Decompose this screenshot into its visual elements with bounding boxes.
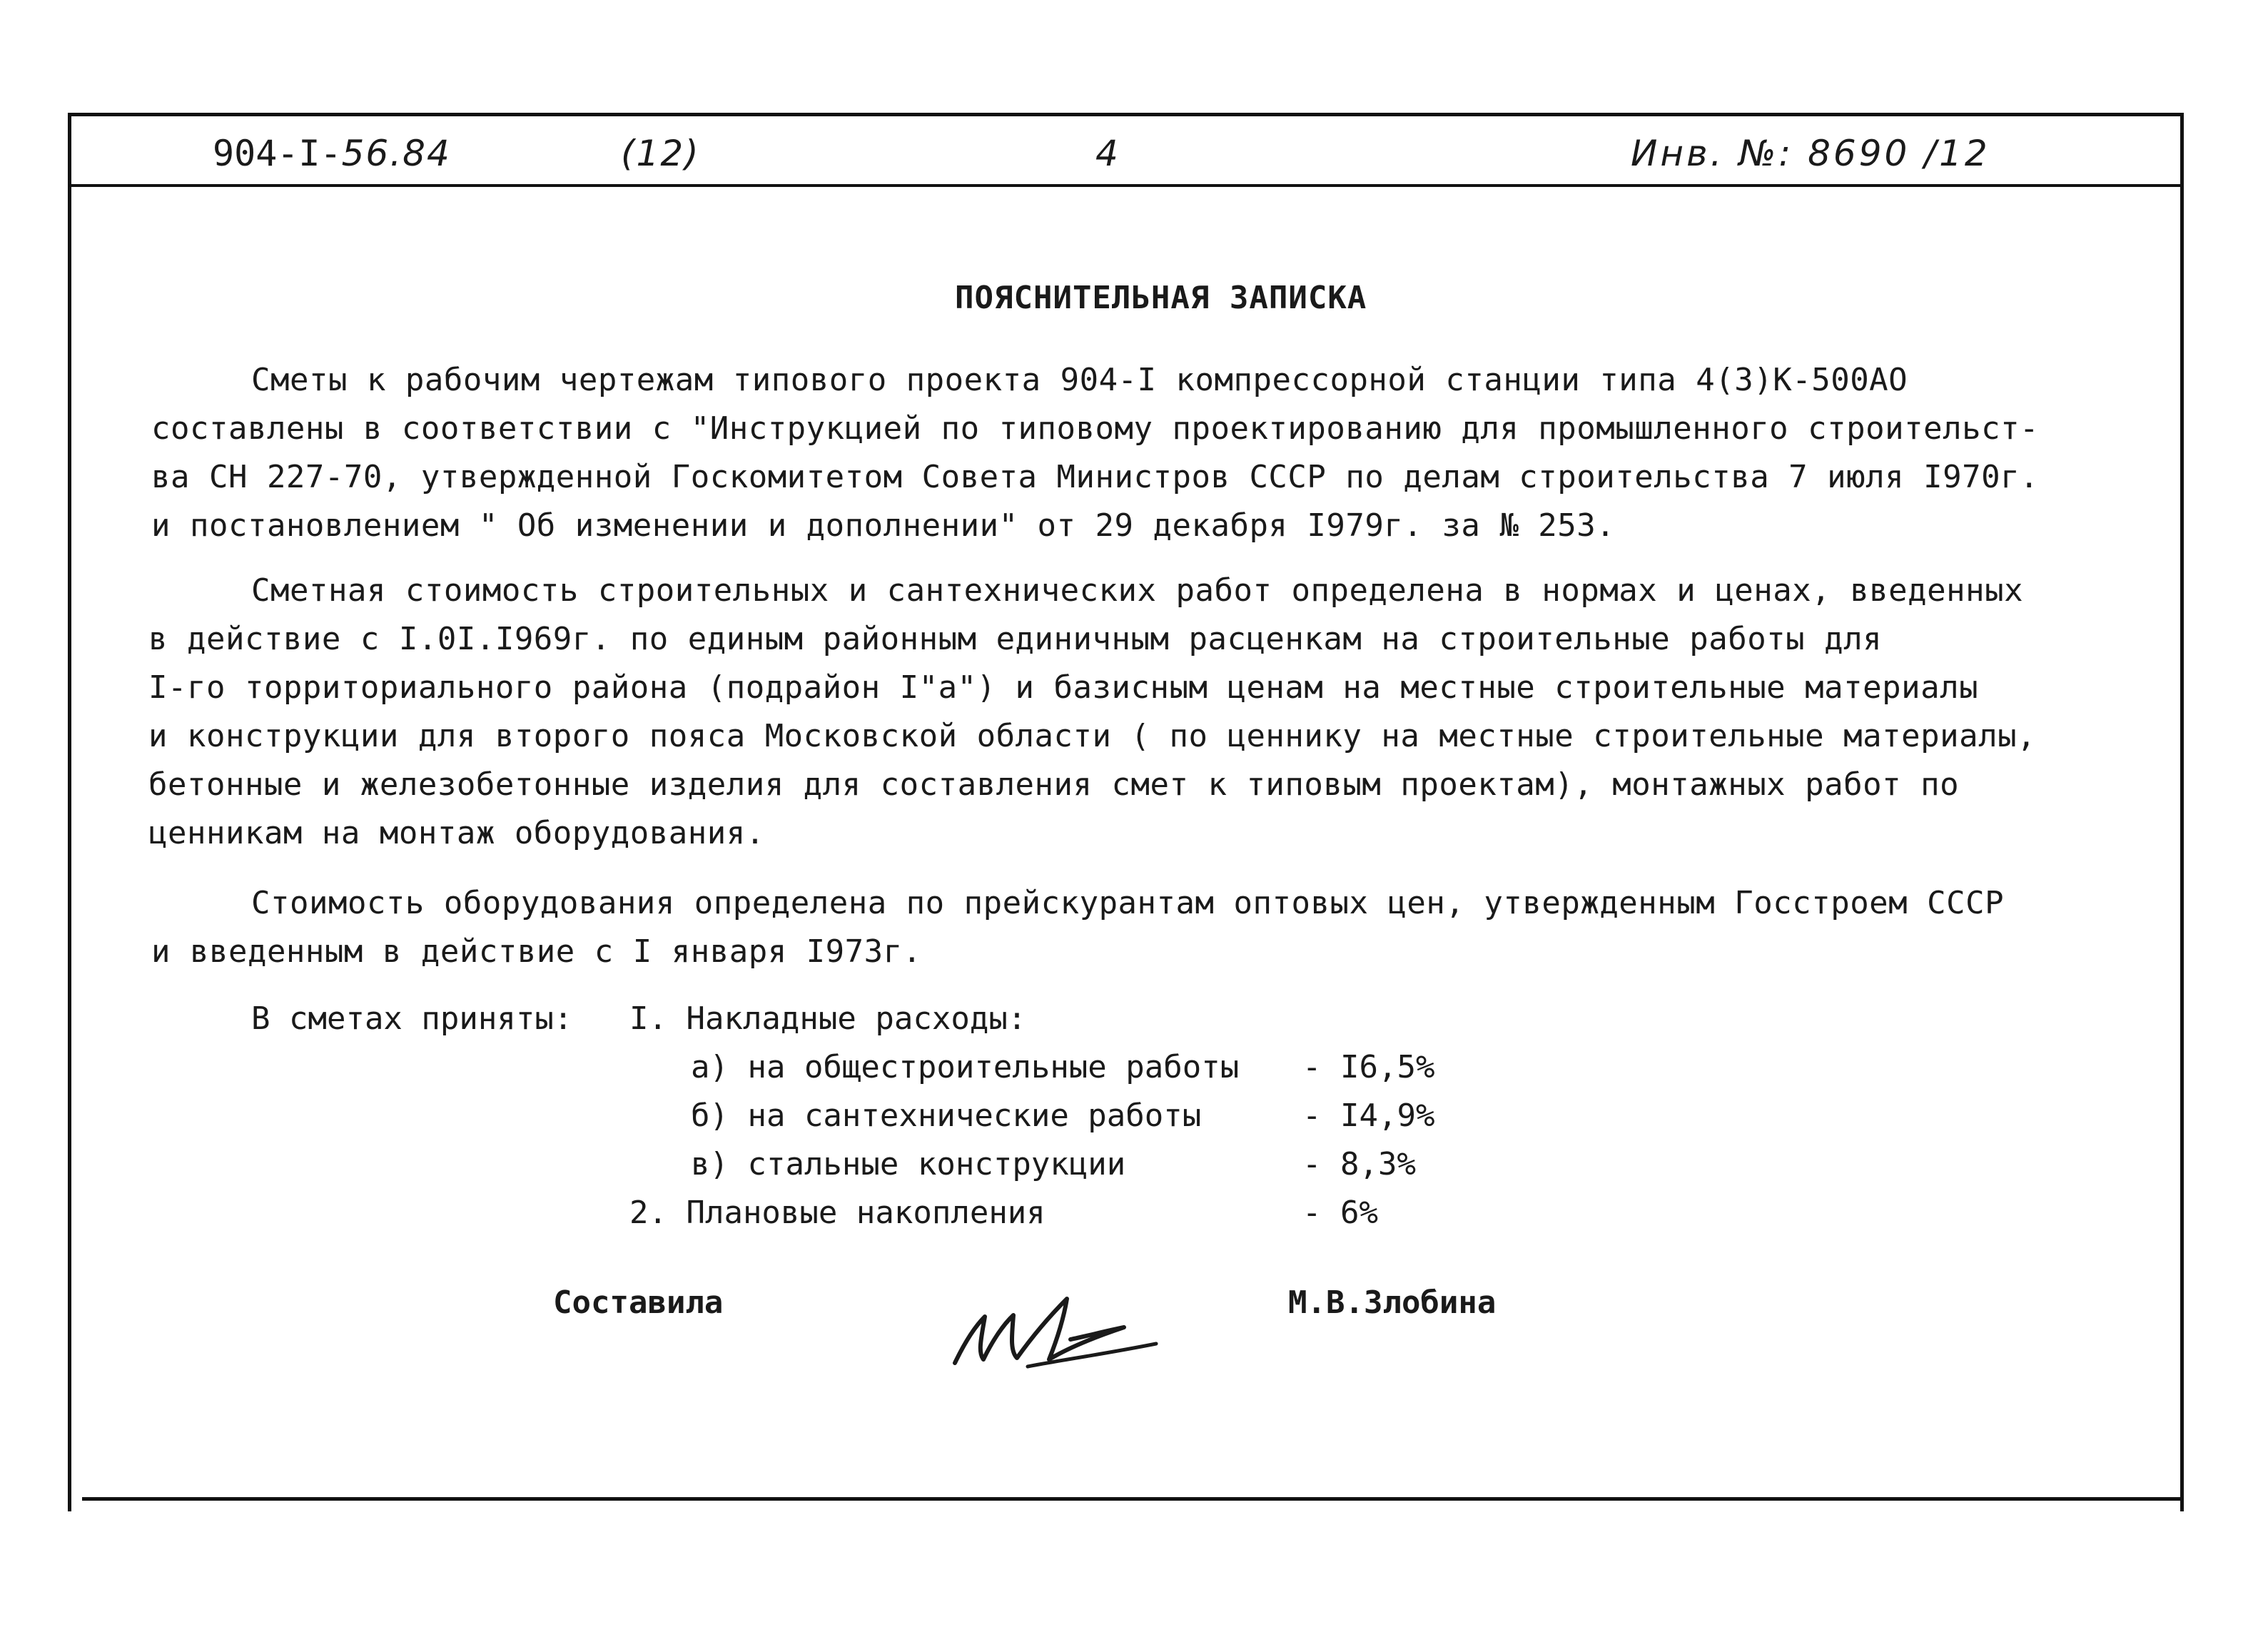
paragraph3-line1: Стоимость оборудования определена по прейскурантам оптовых цен, утвержденным Госстроем СССР: [251, 885, 2005, 921]
frame-top-border: [68, 113, 2184, 116]
paragraph1-line1: Сметы к рабочим чертежам типового проекта 904-I компрессорной станции типа 4(3)К-500АО: [251, 362, 1908, 398]
paragraph1-line4: и постановлением " Об изменении и дополнении" от 29 декабря I979г. за № 253.: [151, 507, 1616, 544]
frame-bottom-border: [82, 1497, 2184, 1501]
document-code-handwritten: 56.84: [341, 133, 451, 174]
frame-left-border: [68, 113, 71, 1511]
page-number: 4: [1095, 133, 1120, 174]
list-item2-value: - 6%: [1302, 1195, 1378, 1231]
composed-by-label: Составила: [553, 1284, 724, 1321]
inventory-number: Инв. №: 8690 /12: [1631, 133, 1990, 174]
list-sub-a: а) на общестроительные работы: [691, 1049, 1240, 1085]
page-title: ПОЯСНИТЕЛЬНАЯ ЗАПИСКА: [955, 280, 1367, 316]
frame-right-border: [2180, 113, 2184, 1511]
paragraph1-line2: составлены в соответствии с "Инструкцией по типовому проектированию для промышленного строительст-: [151, 410, 2040, 447]
header-divider: [71, 184, 2180, 187]
list-sub-b-value: - I4,9%: [1302, 1098, 1435, 1134]
paragraph2-line4: и конструкции для второго пояса Московской области ( по ценнику на местные строительные материалы,: [148, 718, 2037, 754]
paragraph2-line5: бетонные и железобетонные изделия для составления смет к типовым проектам), монтажных работ по: [148, 766, 1960, 803]
list-sub-b: б) на сантехнические работы: [691, 1098, 1202, 1134]
list-sub-c: в) стальные конструкции: [691, 1146, 1126, 1182]
paragraph2-line6: ценникам на монтаж оборудования.: [148, 815, 765, 851]
list-sub-c-value: - 8,3%: [1302, 1146, 1416, 1182]
sheet-code: (12): [621, 133, 700, 174]
signature-mark: [942, 1259, 1170, 1381]
paragraph3-line2: и введенным в действие с I января I973г.: [151, 933, 922, 970]
document-code-prefix: 904-I-: [213, 133, 342, 174]
paragraph2-line3: I-го торриториального района (подрайон I"а") и базисным ценам на местные строительные материалы: [148, 669, 1979, 706]
list-intro: В сметах приняты:: [251, 1000, 573, 1037]
list-sub-a-value: - I6,5%: [1302, 1049, 1435, 1085]
paragraph1-line3: ва СН 227-70, утвержденной Госкомитетом Совета Министров СССР по делам строительства 7 июля I970г.: [151, 459, 2040, 495]
paragraph2-line1: Сметная стоимость строительных и сантехнических работ определена в нормах и ценах, введенных: [251, 572, 2024, 609]
list-item1-label: I. Накладные расходы:: [629, 1000, 1027, 1037]
paragraph2-line2: в действие с I.0I.I969г. по единым районным единичным расценкам на строительные работы для: [148, 621, 1883, 657]
list-item2-label: 2. Плановые накопления: [629, 1195, 1046, 1231]
signer-name: М.В.Злобина: [1288, 1284, 1497, 1321]
document-code: [213, 132, 451, 175]
